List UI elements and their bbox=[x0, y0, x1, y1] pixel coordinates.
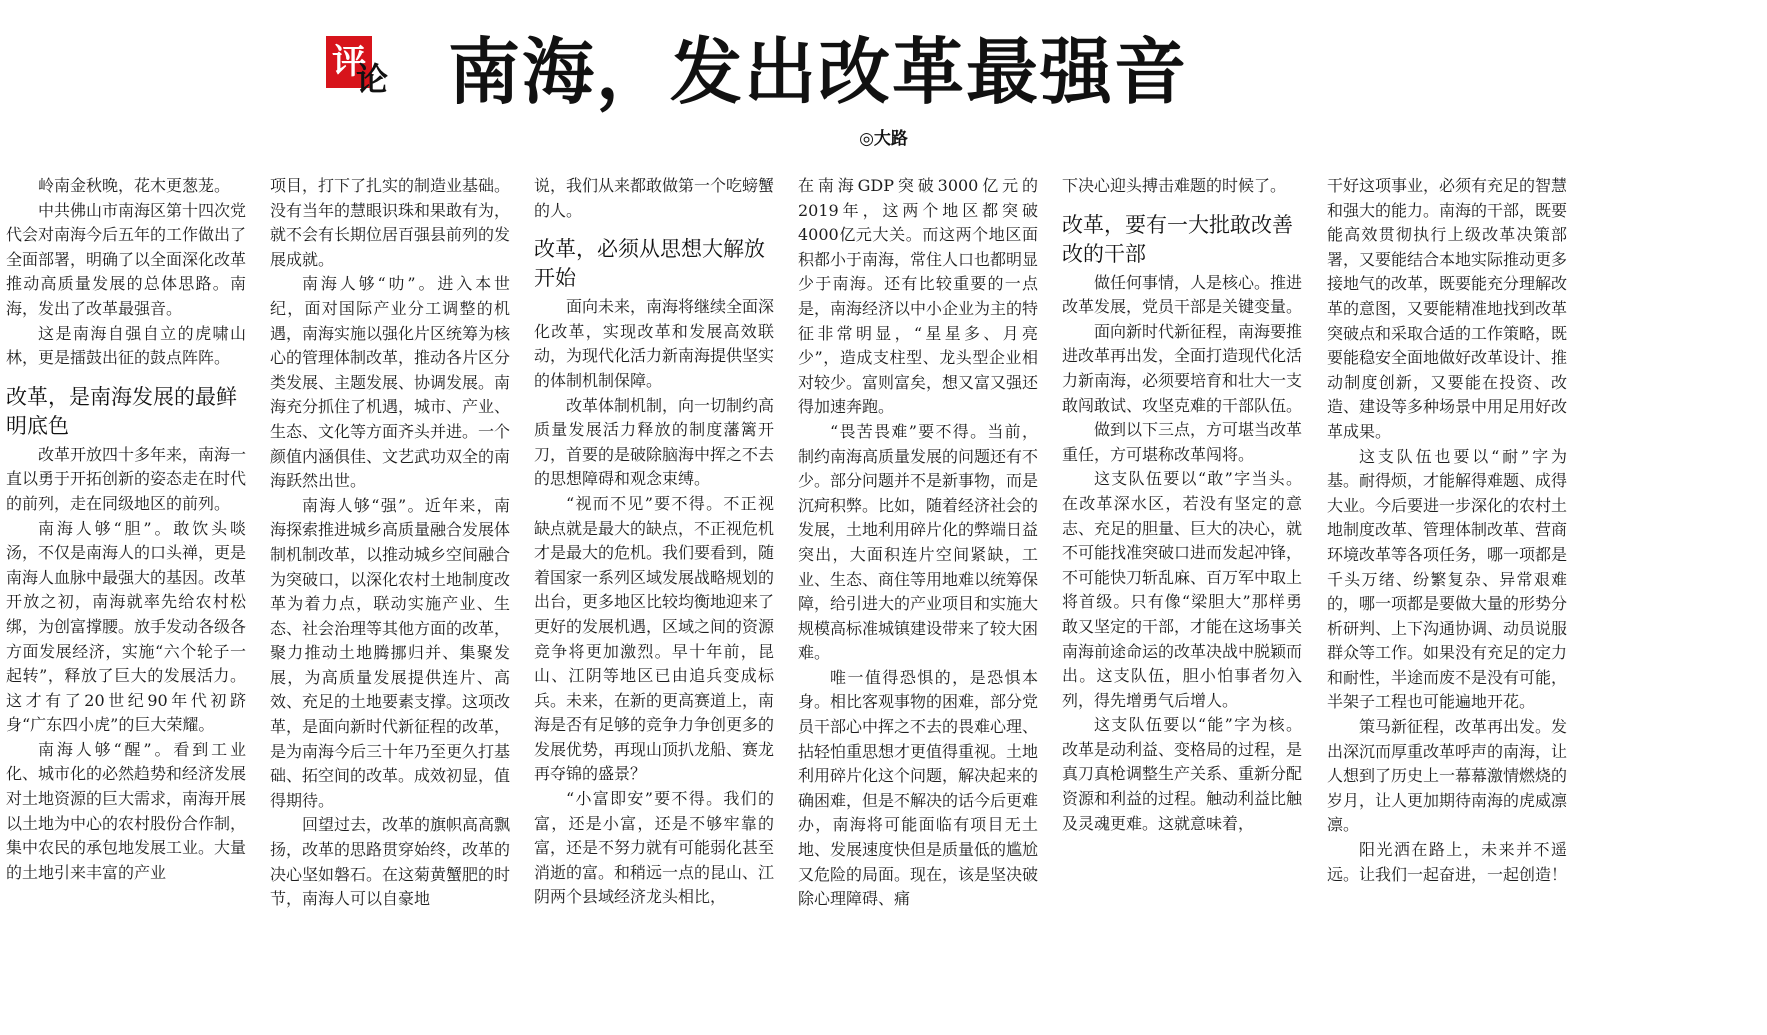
paragraph: 下决心迎头搏击难题的时候了。 bbox=[1062, 176, 1287, 195]
text-column-2 bbox=[270, 174, 510, 1035]
section-heading: 改革，要有一大批敢改善改的干部 bbox=[1062, 212, 1293, 266]
paragraph: 这是南海自强自立的虎啸山林，更是擂鼓出征的鼓点阵阵。 bbox=[6, 323, 246, 368]
paragraph: 这支队伍要以“敢”字当头。在改革深水区，若没有坚定的意志、充足的胆量、巨大的决心，就不可能找准突破口进而发起冲锋，不可能快刀斩乱麻、百万军中取上将首级。只有像“梁胆大”那样勇敢又坚定的干部，才能在这场事关南海前途命运的改革决战中脱颖而出。这支队伍，胆小怕事者勿入列，得先增勇气后增人。 bbox=[1062, 469, 1302, 710]
paragraph: 改革体制机制，向一切制约高质量发展活力释放的制度藩篱开刀，首要的是破除脑海中挥之不去的思想障碍和观念束缚。 bbox=[534, 395, 774, 489]
paragraph: 唯一值得恐惧的，是恐惧本身。相比客观事物的困难，部分党员干部心中挥之不去的畏难心理、拈轻怕重思想才更值得重视。土地利用碎片化这个问题，解决起来的确困难，但是不解决的话今后更难办，南海将可能面临有项目无土地、发展速度快但是质量低的尴尬又危险的局面。现在，该是坚决破除心理障碍、痛 bbox=[798, 667, 1038, 909]
text-column-1 bbox=[6, 174, 246, 1035]
paragraph: 南海人够“叻”。进入本世纪，面对国际产业分工调整的机遇，南海实施以强化片区统筹为核心的管理体制改革，推动各片区分类发展、主题发展、协调发展。南海充分抓住了机遇，城市、产业、生态、文化等方面齐头并进。一个颜值内涵俱佳、文艺武功双全的南海跃然出世。 bbox=[270, 274, 510, 491]
paragraph: 做任何事情，人是核心。推进改革发展，党员干部是关键变量。 bbox=[1062, 272, 1302, 317]
headline: 南海，发出改革最强音 bbox=[448, 30, 1189, 114]
paragraph: “小富即安”要不得。我们的富，还是小富，还是不够牢靠的富，还是不努力就有可能弱化甚至消逝的富。和稍远一点的昆山、江阴两个县域经济龙头相比， bbox=[534, 789, 774, 907]
paragraph: 干好这项事业，必须有充足的智慧和强大的能力。南海的干部，既要能高效贯彻执行上级改革决策部署，又要能结合本地实际推动更多接地气的改革，既要能充分理解改革的意图，又要能精准地找到改革突破点和采取合适的工作策略，既要能稳安全面地做好改革设计、推动制度创新，又要能在投资、改造、建设等多种场景中用足用好改革成果。 bbox=[1327, 176, 1567, 441]
paragraph: 改革开放四十多年来，南海一直以勇于开拓创新的姿态走在时代的前列，走在同级地区的前列。 bbox=[6, 444, 246, 513]
badge-ping: 评 bbox=[326, 36, 372, 88]
paragraph: 策马新征程，改革再出发。发出深沉而厚重改革呼声的南海，让人想到了历史上一幕幕激情燃烧的岁月，让人更加期待南海的虎威凛凛。 bbox=[1327, 717, 1567, 835]
text-column-3 bbox=[534, 174, 774, 1035]
text-column-4 bbox=[798, 174, 1038, 1035]
paragraph: 南海人够“强”。近年来，南海探索推进城乡高质量融合发展体制机制改革，以推动城乡空间融合为突破口，以深化农村土地制度改革为着力点，联动实施产业、生态、社会治理等其他方面的改革，聚力推动土地腾挪归并、集聚发展，为高质量发展提供连片、高效、充足的土地要素支撑。这项改革，是面向新时代新征程的改革，是为南海今后三十年乃至更久打基础、拓空间的改革。成效初显，值得期待。 bbox=[270, 495, 510, 810]
section-heading: 改革，是南海发展的最鲜明底色 bbox=[6, 384, 237, 438]
commentary-badge bbox=[326, 36, 398, 98]
paragraph: 南海人够“胆”。敢饮头啖汤，不仅是南海人的口头禅，更是南海人血脉中最强大的基因。改革开放之初，南海就率先给农村松绑，为创富撑腰。放手发动各级各方面发展经济，实施“六个轮子一起转”，释放了巨大的发展活力。这才有了20世纪90年代初跻身“广东四小虎”的巨大荣耀。 bbox=[6, 518, 246, 735]
paragraph: 这支队伍要以“能”字为核。改革是动利益、变格局的过程，是真刀真枪调整生产关系、重新分配资源和利益的过程。触动利益比触及灵魂更难。这就意味着， bbox=[1062, 715, 1302, 833]
paragraph: 岭南金秋晚，花木更葱茏。 bbox=[38, 176, 231, 195]
byline: ◎大路 bbox=[859, 129, 908, 149]
paragraph: “畏苦畏难”要不得。当前，制约南海高质量发展的问题还有不少。部分问题并不是新事物，而是沉疴积弊。比如，随着经济社会的发展，土地利用碎片化的弊端日益突出，大面积连片空间紧缺，工业、生态、商住等用地难以统筹保障，给引进大的产业项目和实施大规模高标准城镇建设带来了较大困难。 bbox=[798, 421, 1038, 663]
paragraph: 回望过去，改革的旗帜高高飘扬，改革的思路贯穿始终，改革的决心坚如磐石。在这菊黄蟹肥的时节，南海人可以自豪地 bbox=[270, 815, 510, 909]
paragraph: 面向未来，南海将继续全面深化改革，实现改革和发展高效联动，为现代化活力新南海提供坚实的体制机制保障。 bbox=[534, 297, 774, 390]
paragraph: 项目，打下了扎实的制造业基础。没有当年的慧眼识珠和果敢有为，就不会有长期位居百强县前列的发展成就。 bbox=[270, 176, 510, 269]
paragraph: 阳光洒在路上，未来并不遥远。让我们一起奋进，一起创造！ bbox=[1327, 840, 1567, 884]
paragraph: 南海人够“醒”。看到工业化、城市化的必然趋势和经济发展对土地资源的巨大需求，南海开展以土地为中心的农村股份合作制，集中农民的承包地发展工业。大量的土地引来丰富的产业 bbox=[6, 739, 246, 882]
text-column-5 bbox=[1062, 174, 1302, 1035]
paragraph: 这支队伍也要以“耐”字为基。耐得烦，才能解得难题、成得大业。今后要进一步深化的农村土地制度改革、管理体制改革、营商环境改革等各项任务，哪一项都是千头万绪、纷繁复杂、异常艰难的，哪一项都是要做大量的形势分析研判、上下沟通协调、动员说服群众等工作。如果没有充足的定力和耐性，半途而废不是没有可能，半架子工程也可能遍地开花。 bbox=[1327, 446, 1567, 712]
paragraph: 在南海GDP突破3000亿元的2019年，这两个地区都突破4000亿元大关。而这两个地区面积都小于南海，常住人口也都明显少于南海。还有比较重要的一点是，南海经济以中小企业为主的特征非常明显，“星星多、月亮少”，造成支柱型、龙头型企业相对较少。富则富矣，想又富又强还得加速奔跑。 bbox=[798, 176, 1038, 417]
text-column-6 bbox=[1327, 174, 1567, 1035]
badge-lun: 论 bbox=[356, 60, 389, 98]
paragraph: “视而不见”要不得。不正视缺点就是最大的缺点，不正视危机才是最大的危机。我们要看到，随着国家一系列区域发展战略规划的出台，更多地区比较均衡地迎来了更好的发展机遇，区域之间的资源竞争将更加激烈。早十年前，昆山、江阴等地区已由追兵变成标兵。未来，在新的更高赛道上，南海是否有足够的竞争力争创更多的发展优势，再现山顶扒龙船、赛龙再夺锦的盛景？ bbox=[534, 493, 774, 784]
section-heading: 改革，必须从思想大解放开始 bbox=[534, 237, 765, 291]
paragraph: 说，我们从来都敢做第一个吃螃蟹的人。 bbox=[534, 176, 774, 220]
paragraph: 中共佛山市南海区第十四次党代会对南海今后五年的工作做出了全面部署，明确了以全面深化改革推动高质量发展的总体思路。南海，发出了改革最强音。 bbox=[6, 200, 246, 318]
paragraph: 面向新时代新征程，南海要推进改革再出发，全面打造现代化活力新南海，必须要培育和壮大一支敢闯敢试、攻坚克难的干部队伍。 bbox=[1062, 321, 1302, 415]
paragraph: 做到以下三点，方可堪当改革重任，方可堪称改革闯将。 bbox=[1062, 420, 1302, 464]
